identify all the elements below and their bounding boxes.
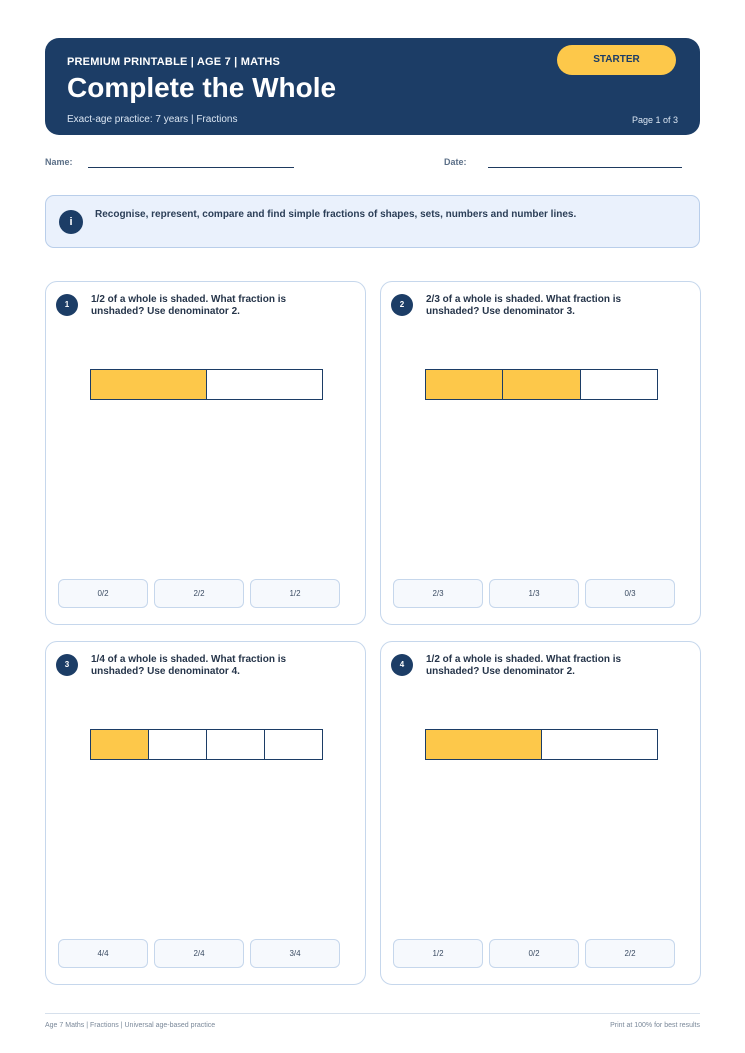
header-subtitle: Exact-age practice: 7 years | Fractions [67,114,238,125]
shaded-part [91,730,149,759]
page-number: Page 1 of 3 [631,115,678,125]
date-label: Date: [444,157,467,167]
question-prompt: 2/3 of a whole is shaded. What fraction is unshaded? Use denominator 3. [426,294,622,317]
unshaded-part [149,730,207,759]
answer-option[interactable]: 3/4 [250,939,340,968]
shaded-part [503,370,580,399]
answer-option[interactable]: 2/2 [154,579,244,608]
answer-option[interactable]: 0/2 [58,579,148,608]
fraction-bar [425,729,658,760]
date-field[interactable] [488,167,682,168]
name-label: Name: [45,157,73,167]
question-card [45,281,366,625]
question-number: 1 [56,294,78,316]
header-kicker: PREMIUM PRINTABLE | AGE 7 | MATHS [67,56,281,68]
info-icon: i [59,210,83,234]
answer-option[interactable]: 2/4 [154,939,244,968]
answer-option[interactable]: 2/2 [585,939,675,968]
question-prompt: 1/4 of a whole is shaded. What fraction is unshaded? Use denominator 4. [91,654,287,677]
shaded-part [426,730,542,759]
fraction-bar [90,729,323,760]
question-prompt: 1/2 of a whole is shaded. What fraction is unshaded? Use denominator 2. [91,294,287,317]
question-number: 2 [391,294,413,316]
question-card [380,641,701,985]
fraction-bar [90,369,323,400]
answer-option[interactable]: 0/2 [489,939,579,968]
question-card [45,641,366,985]
answer-option[interactable]: 0/3 [585,579,675,608]
answer-option[interactable]: 1/2 [393,939,483,968]
question-prompt: 1/2 of a whole is shaded. What fraction is unshaded? Use denominator 2. [426,654,622,677]
question-card [380,281,701,625]
unshaded-part [265,730,322,759]
answer-option[interactable]: 4/4 [58,939,148,968]
shaded-part [426,370,503,399]
worksheet-header [45,38,700,135]
shaded-part [91,370,207,399]
fraction-bar [425,369,658,400]
question-number: 4 [391,654,413,676]
footer-right-text: Print at 100% for best results [610,1022,700,1029]
name-field[interactable] [88,167,294,168]
unshaded-part [542,730,657,759]
answer-option[interactable]: 1/2 [250,579,340,608]
instructions-text: Recognise, represent, compare and find simple fractions of shapes, sets, numbers and number lines. [95,209,577,220]
level-badge: STARTER [557,45,676,75]
footer-left-text: Age 7 Maths | Fractions | Universal age-based practice [45,1022,216,1029]
instructions-box [45,195,700,248]
answer-option[interactable]: 1/3 [489,579,579,608]
footer-divider [45,1013,700,1014]
unshaded-part [581,370,657,399]
unshaded-part [207,730,265,759]
unshaded-part [207,370,322,399]
answer-option[interactable]: 2/3 [393,579,483,608]
question-number: 3 [56,654,78,676]
page-title: Complete the Whole [67,72,337,103]
